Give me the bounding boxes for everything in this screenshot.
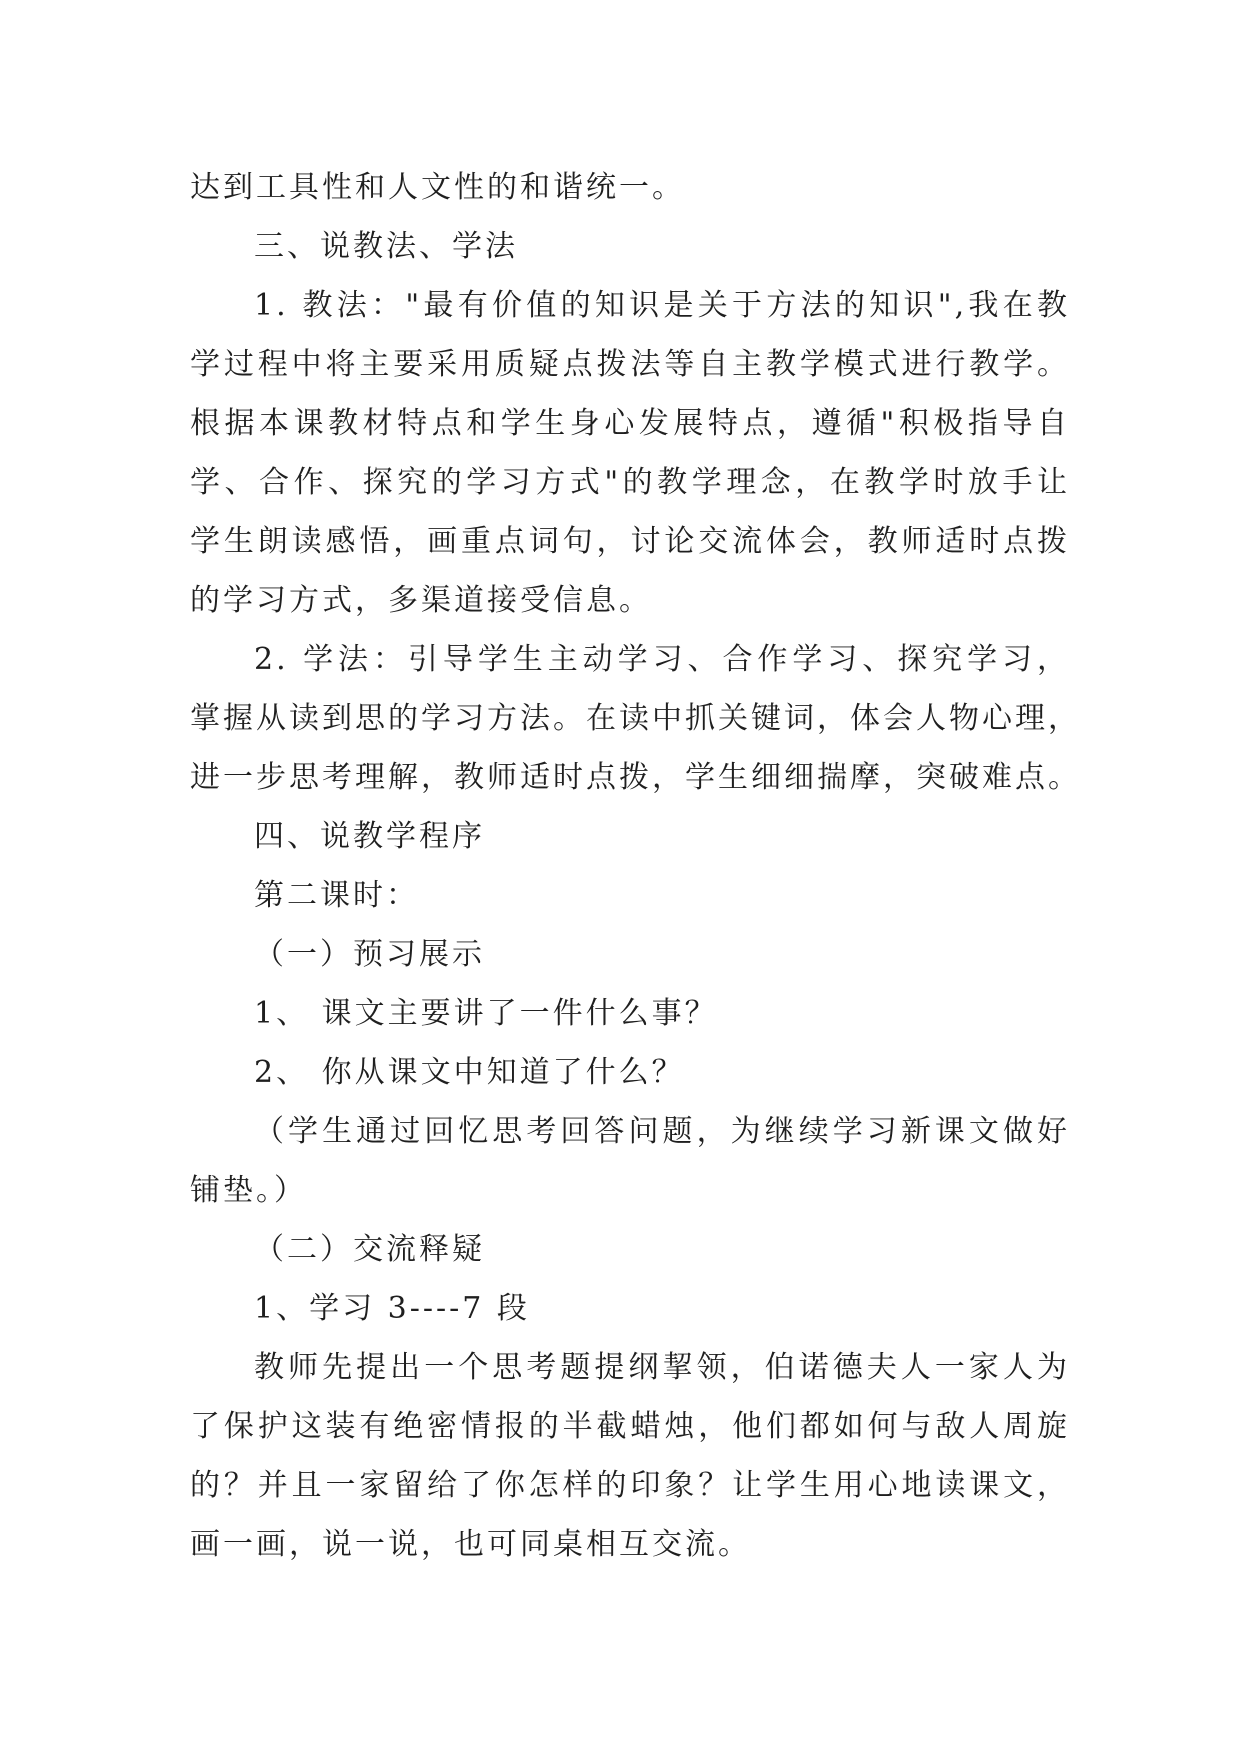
list-item: 1、学习 3----7 段 (254, 1291, 530, 1326)
subheading-lesson: 第二课时： (254, 878, 419, 913)
paragraph-line: 学生朗读感悟，画重点词句，讨论交流体会，教师适时点拨 (190, 524, 1070, 559)
paragraph-line: 了保护这装有绝密情报的半截蜡烛，他们都如何与敌人周旋 (190, 1409, 1070, 1444)
section-heading-methods: 三、说教法、学法 (254, 229, 518, 264)
paragraph-line: 2. 学法：引导学生主动学习、合作学习、探究学习， (254, 642, 1070, 677)
paragraph-line: （学生通过回忆思考回答问题，为继续学习新课文做好 (254, 1114, 1070, 1149)
section-heading-procedure: 四、说教学程序 (254, 819, 485, 854)
paragraph-line: 根据本课教材特点和学生身心发展特点，遵循"积极指导自 (190, 406, 1070, 441)
subheading-discussion: （二）交流释疑 (254, 1232, 485, 1267)
paragraph-line: 进一步思考理解，教师适时点拨，学生细细揣摩，突破难点。 (190, 760, 1081, 795)
paragraph-line: 铺垫。） (190, 1173, 307, 1208)
list-item: 1、 课文主要讲了一件什么事？ (254, 996, 718, 1031)
list-item: 2、 你从课文中知道了什么？ (254, 1055, 685, 1090)
paragraph-line: 达到工具性和人文性的和谐统一。 (190, 170, 685, 205)
paragraph-line: 的学习方式，多渠道接受信息。 (190, 583, 652, 618)
paragraph-line: 掌握从读到思的学习方法。在读中抓关键词，体会人物心理， (190, 701, 1081, 736)
paragraph-line: 的？并且一家留给了你怎样的印象？让学生用心地读课文， (190, 1468, 1070, 1503)
paragraph-line: 教师先提出一个思考题提纲挈领，伯诺德夫人一家人为 (254, 1350, 1070, 1385)
paragraph-line: 学、合作、探究的学习方式"的教学理念，在教学时放手让 (190, 465, 1070, 500)
paragraph-line: 学过程中将主要采用质疑点拨法等自主教学模式进行教学。 (190, 347, 1070, 382)
document-body (190, 158, 1081, 1574)
paragraph-line: 1. 教法："最有价值的知识是关于方法的知识",我在教 (254, 288, 1070, 323)
subheading-preview: （一）预习展示 (254, 937, 485, 972)
paragraph-line: 画一画，说一说，也可同桌相互交流。 (190, 1527, 751, 1562)
